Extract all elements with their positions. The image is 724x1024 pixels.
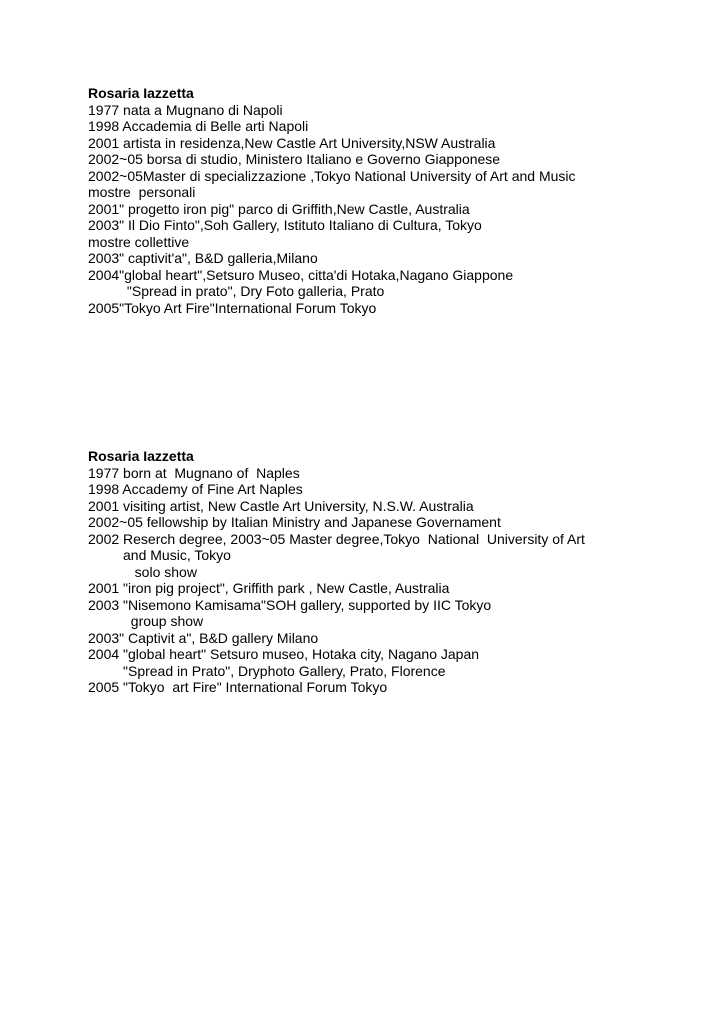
english-line: and Music, Tokyo	[88, 547, 231, 563]
italian-line: "Spread in prato", Dry Foto galleria, Prato	[88, 283, 385, 299]
english-title: Rosaria Iazzetta	[88, 448, 194, 464]
italian-line: 2002~05 borsa di studio, Ministero Italiano e Governo Giapponese	[88, 151, 501, 167]
italian-line: 2003" Il Dio Finto",Soh Gallery, Istituto Italiano di Cultura, Tokyo	[88, 217, 482, 233]
english-line: 2003 "Nisemono Kamisama"SOH gallery, supported by IIC Tokyo	[88, 596, 492, 613]
italian-line: 1998 Accademia di Belle arti Napoli	[88, 118, 309, 134]
english-line: 2002 Reserch degree, 2003~05 Master degree,Tokyo National University of Art	[88, 530, 585, 547]
italian-line: 2005"Tokyo Art Fire"International Forum Tokyo	[88, 299, 377, 316]
italian-biography	[88, 85, 698, 316]
english-line: 2003" Captivit a", B&D gallery Milano	[88, 629, 319, 646]
english-line: 2005 "Tokyo art Fire" International Forum Tokyo	[88, 679, 388, 695]
italian-line: 2003" captivit'a", B&D galleria,Milano	[88, 250, 318, 266]
english-line: 2001 visiting artist, New Castle Art University, N.S.W. Australia	[88, 497, 474, 514]
english-line: 1977 born at Mugnano of Naples	[88, 464, 300, 481]
english-line: "Spread in Prato", Dryphoto Gallery, Prato, Florence	[88, 662, 446, 679]
english-biography	[88, 448, 698, 696]
english-subheading-group: group show	[88, 613, 204, 629]
italian-title: Rosaria Iazzetta	[88, 85, 194, 101]
italian-line: 2004"global heart",Setsuro Museo, citta'di Hotaka,Nagano Giappone	[88, 266, 514, 283]
italian-subheading-group: mostre collettive	[88, 233, 190, 250]
italian-subheading-solo: mostre personali	[88, 184, 196, 200]
english-subheading-solo: solo show	[88, 563, 197, 580]
english-line: 2001 "iron pig project", Griffith park , New Castle, Australia	[88, 580, 450, 596]
italian-line: 2001 artista in residenza,New Castle Art University,NSW Australia	[88, 134, 496, 151]
english-line: 2002~05 fellowship by Italian Ministry and Japanese Governament	[88, 514, 501, 530]
italian-line: 2002~05Master di specializzazione ,Tokyo National University of Art and Music	[88, 167, 576, 184]
english-line: 2004 "global heart" Setsuro museo, Hotaka city, Nagano Japan	[88, 646, 480, 662]
italian-line: 2001" progetto iron pig" parco di Griffith,New Castle, Australia	[88, 200, 470, 217]
english-line: 1998 Accademy of Fine Art Naples	[88, 481, 303, 497]
italian-line: 1977 nata a Mugnano di Napoli	[88, 101, 283, 118]
